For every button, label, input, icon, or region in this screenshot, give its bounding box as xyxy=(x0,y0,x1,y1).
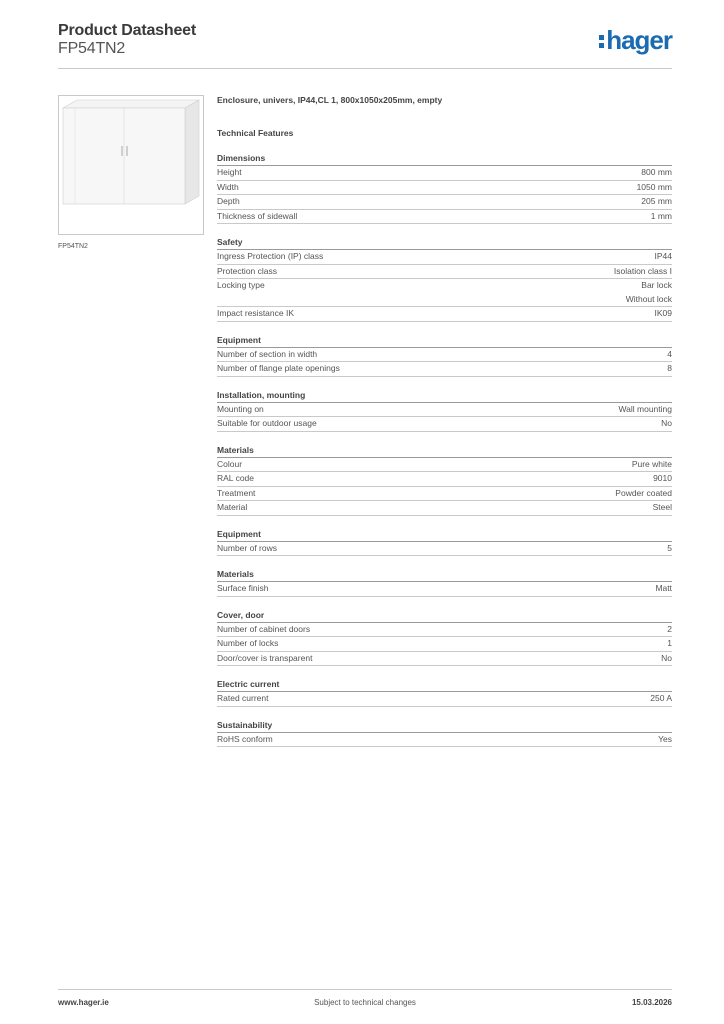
spec-value xyxy=(661,652,672,666)
spec-value xyxy=(641,195,672,209)
spec-label: Mounting on xyxy=(217,403,264,414)
spec-value-line: Matt xyxy=(655,583,672,593)
footer-divider xyxy=(58,989,672,990)
section-title: Installation, mounting xyxy=(217,389,672,403)
section-title: Materials xyxy=(217,568,672,582)
spec-row xyxy=(217,582,672,597)
spec-section xyxy=(217,568,672,597)
header-divider xyxy=(58,68,672,69)
spec-value xyxy=(637,181,672,195)
spec-value-line: Steel xyxy=(652,502,672,512)
spec-value-line: No xyxy=(661,418,672,428)
spec-value-line: Yes xyxy=(658,733,672,744)
spec-row xyxy=(217,348,672,363)
spec-sections xyxy=(217,152,672,747)
spec-value-line: 1 mm xyxy=(650,210,672,221)
spec-value-line: Bar lock xyxy=(641,280,672,290)
datasheet-content xyxy=(217,92,672,747)
spec-label: Suitable for outdoor usage xyxy=(217,418,317,428)
spec-value-line: 5 xyxy=(667,542,672,553)
spec-row xyxy=(217,637,672,652)
spec-row xyxy=(217,417,672,432)
footer-website: www.hager.ie xyxy=(58,998,109,1007)
product-code: FP54TN2 xyxy=(58,40,126,57)
logo-text: hager xyxy=(606,25,672,55)
spec-value xyxy=(614,265,672,279)
spec-value-line: 800 mm xyxy=(641,167,672,177)
spec-label: Number of locks xyxy=(217,638,279,648)
spec-section xyxy=(217,152,672,224)
spec-row xyxy=(217,403,672,418)
section-title: Equipment xyxy=(217,528,672,542)
section-title: Safety xyxy=(217,236,672,250)
spec-row xyxy=(217,733,672,748)
spec-row xyxy=(217,458,672,473)
spec-section xyxy=(217,334,672,377)
section-title: Equipment xyxy=(217,334,672,348)
spec-value-line: Wall mounting xyxy=(618,403,672,414)
spec-label: Impact resistance IK xyxy=(217,308,295,318)
spec-row xyxy=(217,692,672,707)
spec-row xyxy=(217,210,672,225)
spec-row xyxy=(217,472,672,487)
spec-label: Height xyxy=(217,167,242,177)
spec-value xyxy=(626,279,672,306)
hager-logo xyxy=(599,27,672,53)
spec-value xyxy=(661,417,672,431)
spec-label: Protection class xyxy=(217,265,277,276)
footer-date: 15.03.2026 xyxy=(631,998,672,1007)
spec-value xyxy=(651,210,672,224)
spec-label: Depth xyxy=(217,196,240,206)
spec-label: Surface finish xyxy=(217,583,269,593)
spec-value xyxy=(650,692,672,706)
spec-label: Colour xyxy=(217,458,243,469)
product-description: Enclosure, univers, IP44,CL 1, 800x1050x205mm, empty xyxy=(217,95,443,105)
spec-label: Locking type xyxy=(217,280,265,290)
section-title: Dimensions xyxy=(217,152,672,166)
spec-value xyxy=(618,403,672,417)
spec-label: Number of flange plate openings xyxy=(217,363,340,373)
spec-section xyxy=(217,678,672,707)
spec-section xyxy=(217,609,672,667)
spec-label: Thickness of sidewall xyxy=(217,210,298,221)
spec-row xyxy=(217,265,672,280)
spec-label: RoHS conform xyxy=(217,733,273,744)
spec-value xyxy=(655,307,673,321)
spec-label: Rated current xyxy=(217,693,269,703)
spec-row xyxy=(217,307,672,322)
spec-value xyxy=(667,348,672,362)
spec-label: Ingress Protection (IP) class xyxy=(217,251,324,261)
spec-label: Treatment xyxy=(217,487,256,498)
spec-value xyxy=(615,487,672,501)
spec-value-line: 1 xyxy=(667,638,672,648)
spec-value xyxy=(658,733,672,747)
spec-value-line: 2 xyxy=(667,623,672,634)
spec-value-line: 250 A xyxy=(650,693,672,703)
spec-row xyxy=(217,181,672,196)
spec-label: Width xyxy=(217,181,239,192)
spec-value xyxy=(641,166,672,180)
spec-section xyxy=(217,719,672,748)
spec-value-line: Isolation class I xyxy=(613,265,672,276)
enclosure-illustration-icon xyxy=(59,96,203,234)
spec-row xyxy=(217,501,672,516)
spec-value xyxy=(667,542,672,556)
image-caption: FP54TN2 xyxy=(58,243,88,250)
spec-row xyxy=(217,542,672,557)
spec-value xyxy=(655,582,672,596)
spec-value xyxy=(655,250,673,264)
spec-label: RAL code xyxy=(217,473,255,483)
spec-row xyxy=(217,652,672,667)
spec-section xyxy=(217,444,672,516)
spec-value-line: 9010 xyxy=(653,473,672,483)
spec-label: Number of section in width xyxy=(217,348,318,359)
spec-value xyxy=(667,362,672,376)
spec-row xyxy=(217,250,672,265)
spec-section xyxy=(217,236,672,322)
spec-value-line: Powder coated xyxy=(615,487,672,498)
spec-row xyxy=(217,279,672,307)
spec-row xyxy=(217,623,672,638)
spec-label: Material xyxy=(217,502,248,512)
spec-value xyxy=(653,501,672,515)
spec-section xyxy=(217,528,672,557)
spec-row xyxy=(217,487,672,502)
spec-row xyxy=(217,362,672,377)
footer-note: Subject to technical changes xyxy=(314,998,416,1007)
logo-dots-icon xyxy=(599,35,604,48)
spec-value-line: Pure white xyxy=(631,458,672,469)
spec-value-line: IP44 xyxy=(654,251,672,261)
spec-label: Number of cabinet doors xyxy=(217,623,311,634)
header xyxy=(58,21,672,69)
spec-row xyxy=(217,195,672,210)
spec-value xyxy=(667,623,672,637)
spec-value-line: 8 xyxy=(667,363,672,373)
section-title: Materials xyxy=(217,444,672,458)
section-title: Cover, door xyxy=(217,609,672,623)
spec-value-line: 1050 mm xyxy=(636,181,672,192)
spec-section xyxy=(217,389,672,432)
spec-row xyxy=(217,166,672,181)
spec-value-line: No xyxy=(661,652,672,663)
section-title: Sustainability xyxy=(217,719,672,733)
section-title: Electric current xyxy=(217,678,672,692)
spec-label: Number of rows xyxy=(217,542,277,553)
spec-value xyxy=(632,458,672,472)
spec-value xyxy=(653,472,672,486)
spec-value-line: 4 xyxy=(667,348,672,359)
spec-value-line: IK09 xyxy=(654,308,672,318)
spec-label: Door/cover is transparent xyxy=(217,652,313,663)
technical-features-title: Technical Features xyxy=(217,128,294,138)
page-title: Product Datasheet xyxy=(58,22,196,39)
spec-value-line: 205 mm xyxy=(641,196,672,206)
spec-value-line: Without lock xyxy=(625,293,672,304)
product-image xyxy=(58,95,204,235)
spec-value xyxy=(667,637,672,651)
